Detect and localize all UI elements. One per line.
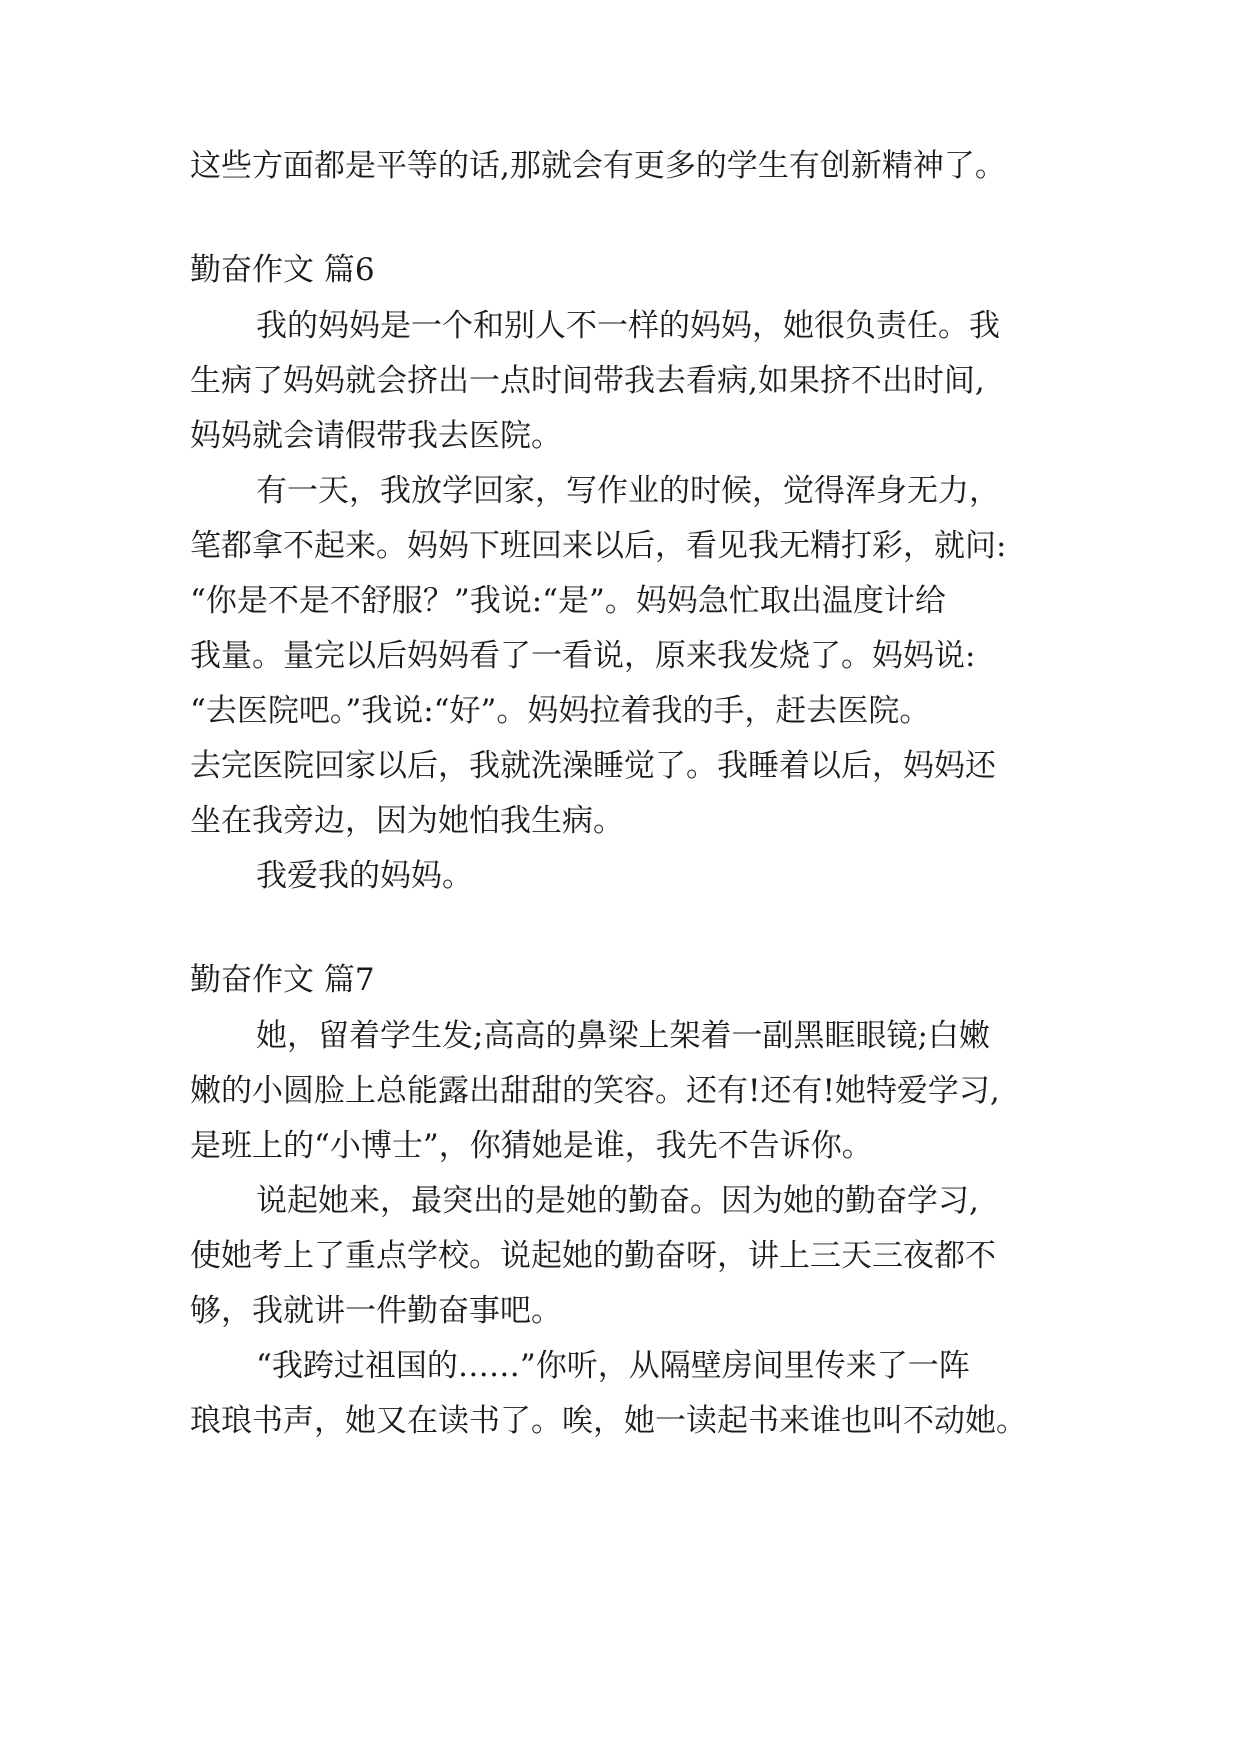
paragraph-line: 去完医院回家以后，我就洗澡睡觉了。我睡着以后，妈妈还 bbox=[190, 748, 996, 784]
paragraph-line: 是班上的“小博士”，你猜她是谁，我先不告诉你。 bbox=[190, 1128, 873, 1164]
paragraph-line: 生病了妈妈就会挤出一点时间带我去看病,如果挤不出时间, bbox=[190, 363, 985, 399]
paragraph-line: 说起她来，最突出的是她的勤奋。因为她的勤奋学习, bbox=[256, 1183, 979, 1219]
paragraph-line: 这些方面都是平等的话,那就会有更多的学生有创新精神了。 bbox=[190, 148, 1006, 184]
paragraph-line: 笔都拿不起来。妈妈下班回来以后，看见我无精打彩，就问: bbox=[190, 528, 1007, 564]
paragraph-line: 坐在我旁边，因为她怕我生病。 bbox=[190, 803, 624, 839]
paragraph-line: 琅琅书声，她又在读书了。唉，她一读起书来谁也叫不动她。 bbox=[190, 1403, 1027, 1439]
paragraph-line: “去医院吧。”我说:“好”。妈妈拉着我的手，赶去医院。 bbox=[190, 693, 931, 729]
paragraph-line: 嫩的小圆脸上总能露出甜甜的笑容。还有!还有!她特爱学习, bbox=[190, 1073, 1000, 1109]
paragraph-line: 够，我就讲一件勤奋事吧。 bbox=[190, 1293, 562, 1329]
paragraph-line: “你是不是不舒服？”我说:“是”。妈妈急忙取出温度计给 bbox=[190, 583, 946, 619]
paragraph-line: 有一天，我放学回家，写作业的时候，觉得浑身无力， bbox=[256, 473, 1000, 509]
paragraph-line: 她，留着学生发;高高的鼻梁上架着一副黑眶眼镜;白嫩 bbox=[256, 1018, 990, 1054]
paragraph-line: 妈妈就会请假带我去医院。 bbox=[190, 418, 562, 454]
paragraph-line: 我的妈妈是一个和别人不一样的妈妈，她很负责任。我 bbox=[256, 308, 1000, 344]
paragraph-line: 使她考上了重点学校。说起她的勤奋呀，讲上三天三夜都不 bbox=[190, 1238, 996, 1274]
paragraph-line: 我量。量完以后妈妈看了一看说，原来我发烧了。妈妈说: bbox=[190, 638, 976, 674]
section-heading-6: 勤奋作文 篇6 bbox=[190, 252, 375, 288]
paragraph-line: 我爱我的妈妈。 bbox=[256, 858, 473, 894]
section-heading-7: 勤奋作文 篇7 bbox=[190, 962, 375, 998]
paragraph-line: “我跨过祖国的……”你听，从隔壁房间里传来了一阵 bbox=[256, 1348, 970, 1384]
